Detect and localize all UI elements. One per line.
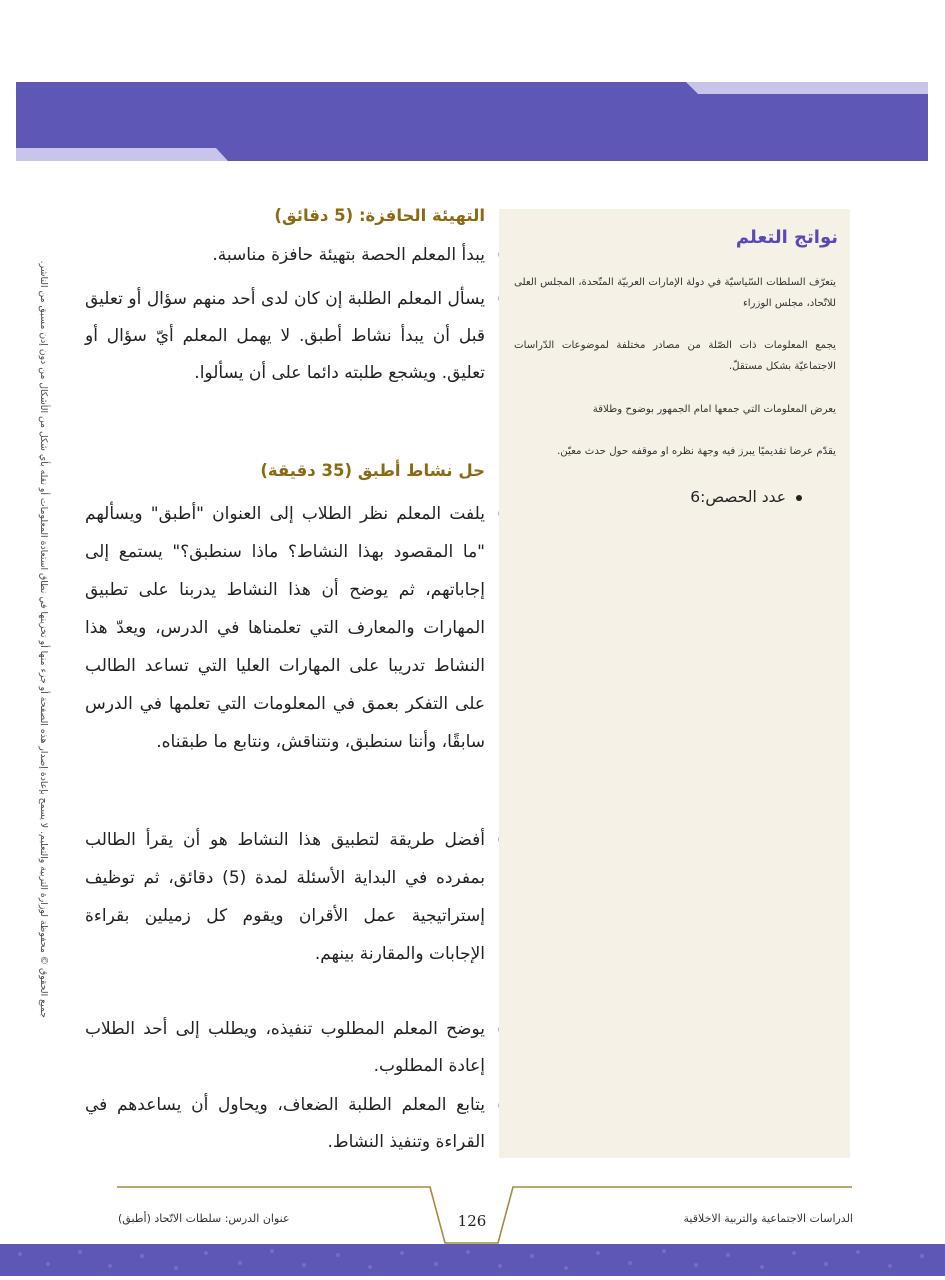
bullet-icon: [796, 495, 802, 501]
outcome-item: يجمع المعلومات ذات الصّلة من مصادر مختلفة لموضوعات الدّراسات الاجتماعيّة بشكل مستقلّ.: [514, 340, 836, 372]
activity-item-text: يلفت المعلم نظر الطلاب إلى العنوان "أطبق" ويسألهم "ما المقصود بهذا النشاط؟ ماذا سنطبق؟" يستمع إلى إجاباتهم، ثم يوضح أن هذا النشاط يدربنا على تطبيق المهارات والمعارف التي تعلمناها في الدرس، ويعدّ هذا النشاط تدريبا على المهارات العليا التي تساعد الطالب على التفكر بعمق في المعلومات التي تعلمها في الدرس سابقًا، وأننا سنطبق، ونتناقش، ونتابع ما طبقناه.: [85, 504, 485, 752]
activity-item: [85, 1011, 485, 1085]
footer-decorative-band: [0, 1244, 945, 1276]
learning-outcomes-panel: [499, 209, 850, 1158]
lesson-count: [690, 488, 802, 506]
activity-heading: حل نشاط أطبق (35 دقيقة): [260, 461, 485, 480]
intro-item: [85, 242, 485, 268]
outcome-item: يعرض المعلومات التي جمعها امام الجمهور بوضوح وطلاقة: [592, 404, 836, 415]
intro-item-text: يبدأ المعلم الحصة بتهيئة حافزة مناسبة.: [212, 245, 485, 265]
activity-item: [85, 1087, 485, 1161]
page-number: 126: [457, 1212, 487, 1230]
intro-item-text: يسأل المعلم الطلبة إن كان لدى أحد منهم سؤال أو تعليق قبل أن يبدأ نشاط أطبق. لا يهمل المعلم أيّ سؤال أو تعليق. ويشجع طلبته دائما على أن يسألوا.: [85, 289, 485, 383]
footer-subject: الدراسات الاجتماعية والتربية الاخلاقية: [683, 1212, 853, 1225]
activity-item-text: يوضح المعلم المطلوب تنفيذه، ويطلب إلى أحد الطلاب إعادة المطلوب.: [85, 1019, 485, 1076]
outcome-item: يقدّم عرضا تقديميًا يبرز فيه وجهة نظره او موقفه حول حدث معيّن.: [557, 446, 836, 457]
intro-item: [85, 281, 485, 392]
activity-item-text: أفضل طريقة لتطبيق هذا النشاط هو أن يقرأ الطالب بمفرده في البداية الأسئلة لمدة (5) دقائق، ثم توظيف إستراتيجية عمل الأقران ويقوم كل زميلين بقراءة الإجابات والمقارنة بينهم.: [85, 830, 485, 964]
outcome-item: يتعرّف السلطات السّياسيّة في دولة الإمارات العربيّة المتّحدة، المجلس العلى للاتّحاد، مجلس الوزراء: [514, 277, 836, 309]
activity-item-text: يتابع المعلم الطلبة الضعاف، ويحاول أن يساعدهم في القراءة وتنفيذ النشاط.: [85, 1095, 485, 1152]
copyright-side-note: جميع الحقوق © محفوظة لوزارة التربية والتعليم. لا يسمح بإعادة إصدار هذه الصفحة أو جزء منها أو تخزينها في نطاق استعادة المعلومات أو نقله بأي شكل من الأشكال من دون إذن مسبق من الناشر.: [38, 260, 49, 1018]
header-band: [16, 82, 928, 161]
activity-item: [85, 821, 485, 973]
learning-outcomes-title: نواتج التعلم: [735, 227, 838, 248]
activity-item: [85, 495, 485, 761]
intro-heading: التهيئة الحافزة: (5 دقائق): [274, 206, 485, 225]
footer-lesson-title: عنوان الدرس: سلطات الاتّحاد (أطبق): [118, 1212, 290, 1225]
lesson-count-text: عدد الحصص:6: [690, 488, 786, 506]
